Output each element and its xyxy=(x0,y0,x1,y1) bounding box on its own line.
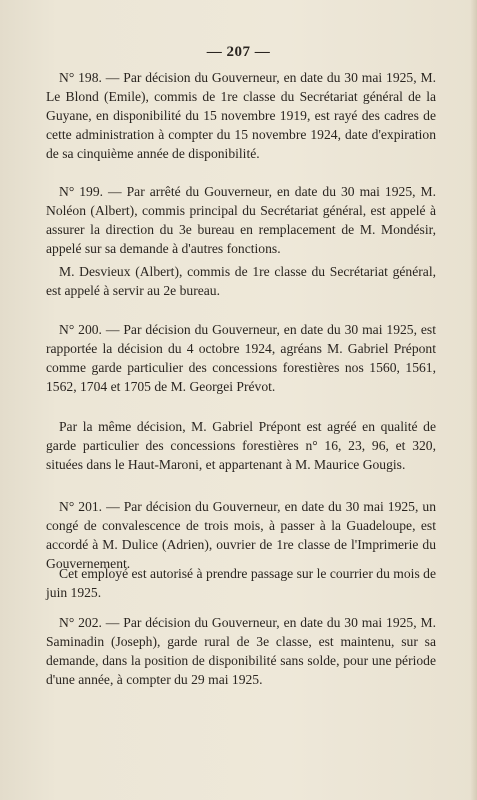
paragraph-199-continued: M. Desvieux (Albert), commis de 1re classe du Secrétariat général, est appelé à servir au 2e bureau. xyxy=(46,264,436,299)
paragraph-201-continued: Cet employé est autorisé à prendre passage sur le courrier du mois de juin 1925. xyxy=(46,566,436,601)
paragraph-198: N° 198. — Par décision du Gouverneur, en date du 30 mai 1925, M. Le Blond (Emile), commis de 1re classe du Secrétariat général de la Guyane, en disponibilité du 15 novembre 1919, est rayé des cadres de cette administration à compter du 15 novembre 1924, date d'expiration de sa cinquième année de disponibilité. xyxy=(46,70,436,162)
paragraph-200: N° 200. — Par décision du Gouverneur, en date du 30 mai 1925, est rapportée la décision du 4 octobre 1924, agréans M. Gabriel Prépont comme garde particulier des concessions forestières nos 1560, 1561, 1562, 1704 et 1705 de M. Georgei Prévot. xyxy=(46,322,436,395)
paragraph-202: N° 202. — Par décision du Gouverneur, en date du 30 mai 1925, M. Saminadin (Joseph), garde rural de 3e classe, est maintenu, sur sa demande, dans la position de disponibilité sans solde, pour une période d'une année, à compter du 29 mai 1925. xyxy=(46,615,436,688)
page-edge-shadow xyxy=(470,0,477,800)
paragraph-199: N° 199. — Par arrêté du Gouverneur, en date du 30 mai 1925, M. Noléon (Albert), commis principal du Secrétariat général, est appelé à assurer la direction du 3e bureau en remplacement de M. Mondésir, appelé sur sa demande à d'autres fonctions. xyxy=(46,184,436,257)
paragraph-200-continued: Par la même décision, M. Gabriel Prépont est agréé en qualité de garde particulier des concessions forestières n° 16, 23, 96, et 320, situées dans le Haut-Maroni, et appartenant à M. Maurice Gougis. xyxy=(46,419,436,473)
paragraph-201: N° 201. — Par décision du Gouverneur, en date du 30 mai 1925, un congé de convalescence de trois mois, à passer à la Guadeloupe, est accordé à M. Dulice (Adrien), ouvrier de 1re classe de l'Imprimerie du Gouvernement. xyxy=(46,499,436,572)
page-number: — 207 — xyxy=(206,44,271,60)
